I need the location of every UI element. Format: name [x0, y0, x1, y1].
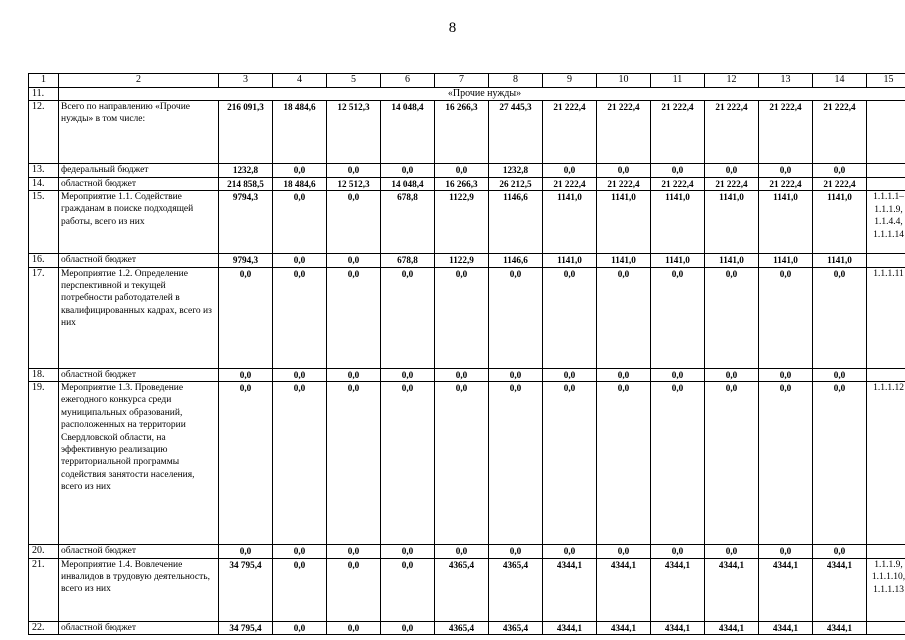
value-cell: 4344,1	[759, 621, 813, 635]
value-cell: 0,0	[813, 267, 867, 368]
value-cell: 14 048,4	[381, 177, 435, 191]
value-cell: 12 512,3	[327, 177, 381, 191]
value-cell: 1141,0	[705, 254, 759, 268]
column-header: 15	[867, 74, 905, 88]
target-code-cell	[867, 177, 905, 191]
value-cell: 678,8	[381, 191, 435, 254]
value-cell: 21 222,4	[759, 177, 813, 191]
column-header: 14	[813, 74, 867, 88]
target-code-cell	[867, 254, 905, 268]
value-cell: 18 484,6	[273, 101, 327, 164]
value-cell: 21 222,4	[651, 101, 705, 164]
value-cell: 4344,1	[759, 558, 813, 621]
value-cell: 0,0	[759, 368, 813, 382]
value-cell: 0,0	[597, 382, 651, 545]
value-cell: 4365,4	[489, 621, 543, 635]
value-cell: 0,0	[273, 164, 327, 178]
value-cell: 26 212,5	[489, 177, 543, 191]
row-number: 13.	[29, 164, 59, 178]
value-cell: 0,0	[597, 164, 651, 178]
value-cell: 4344,1	[651, 621, 705, 635]
table-row	[29, 382, 905, 545]
table-row	[29, 254, 905, 268]
column-header: 4	[273, 74, 327, 88]
column-header: 11	[651, 74, 705, 88]
value-cell: 0,0	[651, 545, 705, 559]
value-cell: 21 222,4	[543, 177, 597, 191]
value-cell: 0,0	[435, 267, 489, 368]
table-row	[29, 545, 905, 559]
value-cell: 1141,0	[543, 191, 597, 254]
table-row	[29, 267, 905, 368]
value-cell: 216 091,3	[219, 101, 273, 164]
row-name: областной бюджет	[59, 368, 219, 382]
value-cell: 1146,6	[489, 254, 543, 268]
target-code-cell	[867, 621, 905, 635]
value-cell: 0,0	[705, 164, 759, 178]
value-cell: 18 484,6	[273, 177, 327, 191]
value-cell: 0,0	[381, 558, 435, 621]
value-cell: 0,0	[327, 368, 381, 382]
value-cell: 34 795,4	[219, 558, 273, 621]
value-cell: 21 222,4	[597, 177, 651, 191]
value-cell: 0,0	[489, 382, 543, 545]
target-code-cell	[867, 101, 905, 164]
row-number: 14.	[29, 177, 59, 191]
value-cell: 1141,0	[813, 191, 867, 254]
target-code-cell	[867, 545, 905, 559]
value-cell: 0,0	[759, 164, 813, 178]
value-cell: 0,0	[759, 267, 813, 368]
value-cell: 4365,4	[435, 621, 489, 635]
row-number: 18.	[29, 368, 59, 382]
row-name: Мероприятие 1.1. Содействие гражданам в поиске подходящей работы, всего из них	[59, 191, 219, 254]
value-cell: 12 512,3	[327, 101, 381, 164]
value-cell: 0,0	[813, 368, 867, 382]
value-cell: 1141,0	[759, 254, 813, 268]
row-number: 21.	[29, 558, 59, 621]
value-cell: 0,0	[813, 545, 867, 559]
row-name: Всего по направлению «Прочие нужды» в том числе:	[59, 101, 219, 164]
value-cell: 1141,0	[813, 254, 867, 268]
value-cell: 1141,0	[705, 191, 759, 254]
row-name: областной бюджет	[59, 621, 219, 635]
value-cell: 4344,1	[651, 558, 705, 621]
value-cell: 1141,0	[759, 191, 813, 254]
value-cell: 0,0	[327, 164, 381, 178]
value-cell: 27 445,3	[489, 101, 543, 164]
value-cell: 0,0	[543, 267, 597, 368]
value-cell: 1141,0	[597, 254, 651, 268]
value-cell: 4344,1	[705, 558, 759, 621]
value-cell: 4344,1	[813, 621, 867, 635]
value-cell: 0,0	[489, 545, 543, 559]
value-cell: 0,0	[273, 254, 327, 268]
value-cell: 0,0	[219, 545, 273, 559]
value-cell: 9794,3	[219, 254, 273, 268]
value-cell: 0,0	[327, 621, 381, 635]
row-number: 17.	[29, 267, 59, 368]
column-header: 8	[489, 74, 543, 88]
table-row	[29, 177, 905, 191]
table-row	[29, 164, 905, 178]
row-number: 19.	[29, 382, 59, 545]
value-cell: 21 222,4	[813, 101, 867, 164]
value-cell: 0,0	[327, 254, 381, 268]
target-code-cell: 1.1.1.11	[867, 267, 905, 368]
value-cell: 0,0	[219, 368, 273, 382]
row-number: 16.	[29, 254, 59, 268]
value-cell: 0,0	[435, 545, 489, 559]
value-cell: 0,0	[327, 545, 381, 559]
value-cell: 0,0	[327, 267, 381, 368]
value-cell: 0,0	[381, 368, 435, 382]
value-cell: 0,0	[543, 368, 597, 382]
value-cell: 0,0	[273, 545, 327, 559]
row-number: 12.	[29, 101, 59, 164]
value-cell: 0,0	[597, 368, 651, 382]
column-header: 7	[435, 74, 489, 88]
value-cell: 0,0	[327, 558, 381, 621]
value-cell: 0,0	[273, 558, 327, 621]
value-cell: 0,0	[651, 368, 705, 382]
row-number: 20.	[29, 545, 59, 559]
row-name: областной бюджет	[59, 254, 219, 268]
value-cell: 0,0	[597, 267, 651, 368]
target-code-cell: 1.1.1.1– 1.1.1.9, 1.1.4.4, 1.1.1.14	[867, 191, 905, 254]
value-cell: 1141,0	[597, 191, 651, 254]
value-cell: 16 266,3	[435, 177, 489, 191]
value-cell: 0,0	[327, 382, 381, 545]
value-cell: 4344,1	[543, 558, 597, 621]
table-row	[29, 191, 905, 254]
column-header: 6	[381, 74, 435, 88]
value-cell: 0,0	[435, 164, 489, 178]
value-cell: 1146,6	[489, 191, 543, 254]
value-cell: 4344,1	[705, 621, 759, 635]
value-cell: 0,0	[705, 382, 759, 545]
value-cell: 4365,4	[435, 558, 489, 621]
value-cell: 0,0	[759, 382, 813, 545]
value-cell: 0,0	[543, 382, 597, 545]
value-cell: 21 222,4	[759, 101, 813, 164]
target-code-cell: 1.1.1.12	[867, 382, 905, 545]
value-cell: 21 222,4	[813, 177, 867, 191]
target-code-cell	[867, 368, 905, 382]
value-cell: 0,0	[381, 164, 435, 178]
value-cell: 4344,1	[813, 558, 867, 621]
value-cell: 21 222,4	[597, 101, 651, 164]
value-cell: 1141,0	[543, 254, 597, 268]
value-cell: 0,0	[381, 545, 435, 559]
value-cell: 1141,0	[651, 191, 705, 254]
row-name: Мероприятие 1.3. Проведение ежегодного конкурса среди муниципальных образований, расположенных на территории Свердловской области, на эффективную реализацию территориальной программы содействия занятости населения, всего из них	[59, 382, 219, 545]
value-cell: 0,0	[381, 267, 435, 368]
value-cell: 4344,1	[543, 621, 597, 635]
column-header: 2	[59, 74, 219, 88]
column-header: 9	[543, 74, 597, 88]
value-cell: 0,0	[273, 267, 327, 368]
value-cell: 0,0	[759, 545, 813, 559]
page-number: 8	[448, 20, 457, 36]
value-cell: 0,0	[705, 267, 759, 368]
row-name: областной бюджет	[59, 177, 219, 191]
value-cell: 0,0	[489, 267, 543, 368]
column-header: 12	[705, 74, 759, 88]
value-cell: 0,0	[813, 164, 867, 178]
value-cell: 1141,0	[651, 254, 705, 268]
value-cell: 14 048,4	[381, 101, 435, 164]
value-cell: 0,0	[489, 368, 543, 382]
row-name: Мероприятие 1.2. Определение перспективной и текущей потребности работодателей в квалифицированных кадрах, всего из них	[59, 267, 219, 368]
value-cell: 0,0	[273, 621, 327, 635]
row-number: 22.	[29, 621, 59, 635]
value-cell: 21 222,4	[705, 177, 759, 191]
header-row	[29, 74, 905, 88]
table-row	[29, 368, 905, 382]
value-cell: 0,0	[381, 382, 435, 545]
value-cell: 0,0	[273, 382, 327, 545]
value-cell: 0,0	[705, 545, 759, 559]
column-header: 3	[219, 74, 273, 88]
value-cell: 0,0	[543, 545, 597, 559]
value-cell: 21 222,4	[651, 177, 705, 191]
row-name: Мероприятие 1.4. Вовлечение инвалидов в трудовую деятельность, всего из них	[59, 558, 219, 621]
column-header: 10	[597, 74, 651, 88]
column-header: 5	[327, 74, 381, 88]
value-cell: 0,0	[543, 164, 597, 178]
value-cell: 0,0	[381, 621, 435, 635]
value-cell: 16 266,3	[435, 101, 489, 164]
target-code-cell	[867, 164, 905, 178]
section-title: «Прочие нужды»	[59, 87, 905, 101]
value-cell: 214 858,5	[219, 177, 273, 191]
value-cell: 1122,9	[435, 254, 489, 268]
value-cell: 0,0	[435, 368, 489, 382]
value-cell: 0,0	[273, 368, 327, 382]
value-cell: 4365,4	[489, 558, 543, 621]
table-row	[29, 621, 905, 635]
table-row	[29, 101, 905, 164]
value-cell: 0,0	[705, 368, 759, 382]
row-number: 11.	[29, 87, 59, 101]
value-cell: 9794,3	[219, 191, 273, 254]
value-cell: 1122,9	[435, 191, 489, 254]
value-cell: 0,0	[651, 164, 705, 178]
value-cell: 1232,8	[219, 164, 273, 178]
value-cell: 0,0	[651, 267, 705, 368]
value-cell: 0,0	[651, 382, 705, 545]
section-row	[29, 87, 905, 101]
value-cell: 0,0	[219, 382, 273, 545]
value-cell: 1232,8	[489, 164, 543, 178]
table-row	[29, 558, 905, 621]
budget-table	[28, 73, 905, 635]
value-cell: 0,0	[273, 191, 327, 254]
value-cell: 678,8	[381, 254, 435, 268]
value-cell: 4344,1	[597, 558, 651, 621]
column-header: 13	[759, 74, 813, 88]
row-name: федеральный бюджет	[59, 164, 219, 178]
value-cell: 0,0	[597, 545, 651, 559]
row-number: 15.	[29, 191, 59, 254]
column-header: 1	[29, 74, 59, 88]
value-cell: 0,0	[813, 382, 867, 545]
value-cell: 34 795,4	[219, 621, 273, 635]
value-cell: 0,0	[435, 382, 489, 545]
value-cell: 0,0	[219, 267, 273, 368]
value-cell: 21 222,4	[705, 101, 759, 164]
value-cell: 21 222,4	[543, 101, 597, 164]
value-cell: 0,0	[327, 191, 381, 254]
row-name: областной бюджет	[59, 545, 219, 559]
value-cell: 4344,1	[597, 621, 651, 635]
target-code-cell: 1.1.1.9, 1.1.1.10, 1.1.1.13	[867, 558, 905, 621]
